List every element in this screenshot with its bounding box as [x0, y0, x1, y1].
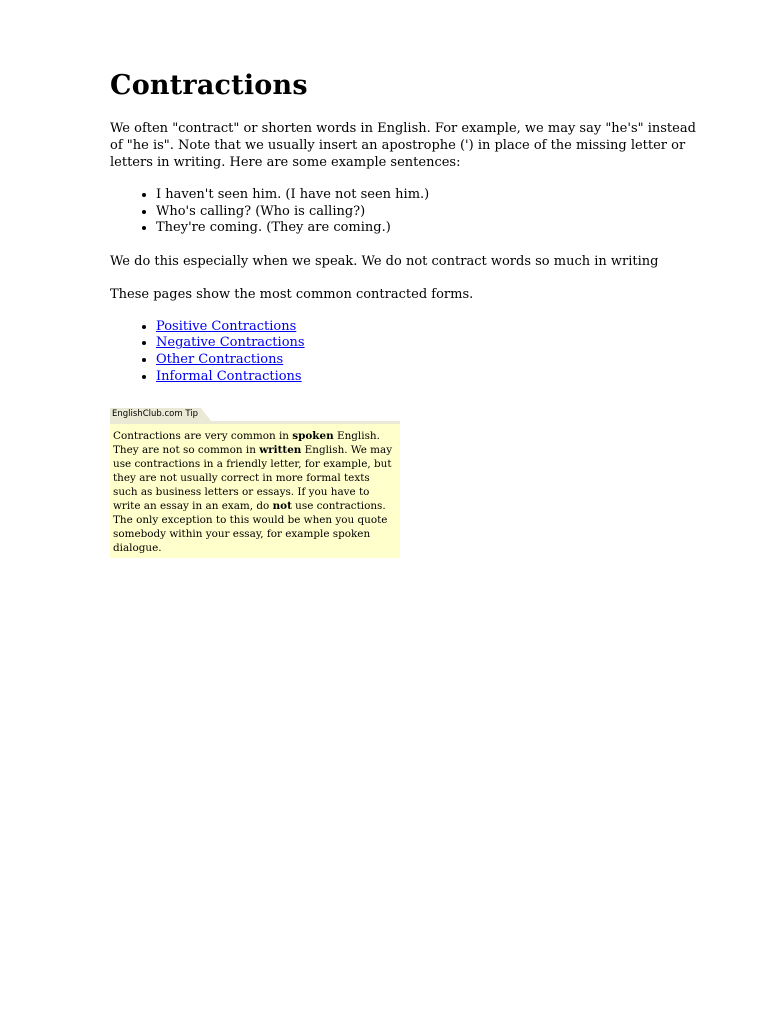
tip-text: English. We may use contractions in a friendly letter, for example, but they are not usually correct in more formal texts such as business letters or essays. If you have to write an essay in an exam, do: [113, 444, 393, 513]
pages-note-paragraph: These pages show the most common contracted forms.: [110, 286, 474, 302]
list-item: [156, 319, 710, 336]
negative-contractions-link[interactable]: Negative Contractions: [156, 335, 305, 351]
list-item: • I haven't seen him. (I have not seen him.): [156, 187, 710, 204]
tip-text: English. They are not so common in: [113, 430, 380, 457]
other-contractions-link[interactable]: Other Contractions: [156, 351, 284, 367]
example-sentence-list: [110, 187, 710, 237]
speaking-note-paragraph: We do this especially when we speak. We do not contract words so much in writing: [110, 253, 659, 269]
tip-text: use contractions. The only exception to this would be when you quote somebody within your essay, for example spoken dialogue.: [113, 500, 388, 555]
positive-contractions-link[interactable]: Positive Contractions: [156, 318, 297, 334]
informal-contractions-link[interactable]: Informal Contractions: [156, 368, 302, 384]
list-item: • They're coming. (They are coming.): [156, 220, 710, 237]
list-item: [156, 352, 710, 369]
tip-emphasis-not: not: [272, 500, 292, 513]
tip-emphasis-written: written: [259, 444, 302, 457]
document-page: [110, 66, 710, 558]
list-item: [156, 369, 710, 386]
list-item: [156, 335, 710, 352]
intro-paragraph: We often "contract" or shorten words in English. For example, we may say "he's" instead of "he is". Note that we usually insert an apostrophe (') in place of the missing letter or letters in writing. Here are some example sentences:: [110, 121, 696, 170]
tip-body: [110, 421, 400, 558]
tip-label: EnglishClub.com Tip: [110, 408, 201, 421]
tip-box: [110, 401, 400, 558]
tip-text: Contractions are very common in: [113, 430, 293, 443]
contraction-links-list: [110, 319, 710, 385]
page-title: Contractions: [110, 70, 308, 101]
tip-emphasis-spoken: spoken: [292, 430, 334, 443]
list-item: • Who's calling? (Who is calling?): [156, 204, 710, 221]
